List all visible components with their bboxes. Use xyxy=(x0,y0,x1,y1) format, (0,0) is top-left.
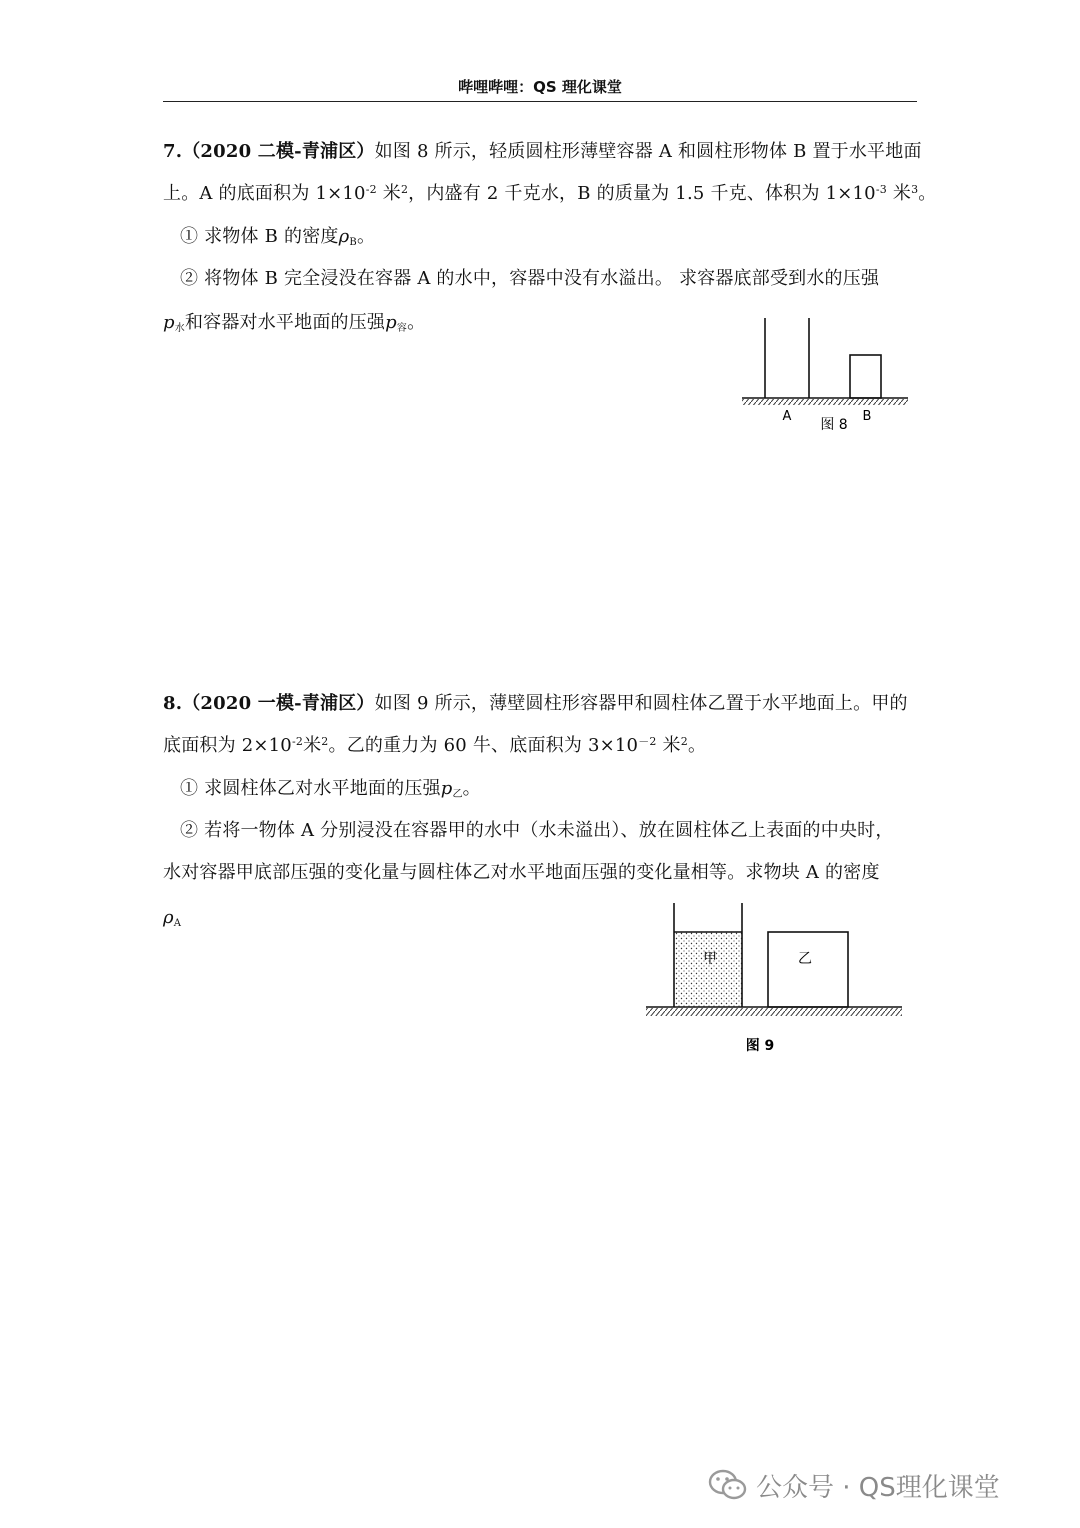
wechat-icon xyxy=(708,1468,748,1502)
q7-exp1: -2 xyxy=(365,183,377,196)
q7-exp2: 2 xyxy=(400,183,409,196)
q7-exp3: -3 xyxy=(875,183,887,196)
q7-line2-c: ，内盛有 2 千克水，B 的质量为 1.5 千克、体积为 1×10 xyxy=(408,183,876,204)
q8-sub2-line3 xyxy=(163,906,181,930)
q8-sub1-sub: 乙 xyxy=(452,789,463,800)
q8-sub1-text: ① 求圆柱体乙对水平地面的压强 xyxy=(180,778,441,799)
label-b: B xyxy=(862,409,872,424)
q7-line2-b: 米 xyxy=(376,183,401,204)
q7-sub1-text: ① 求物体 B 的密度 xyxy=(180,226,339,247)
ground-hatch-9 xyxy=(646,1008,902,1016)
q7-p1: p xyxy=(163,312,175,333)
q8-exp4: 2 xyxy=(680,735,688,748)
q8-line2-a: 底面积为 2×10 xyxy=(163,735,292,756)
q8-line2-e: 。 xyxy=(687,735,707,756)
q8-rho: ρ xyxy=(163,907,174,928)
q8-sub1-end: 。 xyxy=(462,778,481,799)
q8-sub1 xyxy=(180,777,481,801)
q7-sub2-mid: 和容器对水平地面的压强 xyxy=(184,312,386,333)
q7-sub1 xyxy=(180,225,375,249)
q8-exp2: 2 xyxy=(321,735,329,748)
q7-p2-sub: 容 xyxy=(396,323,408,334)
q7-line2-d: 米 xyxy=(886,183,912,204)
container-jia-water xyxy=(674,932,742,1007)
q7-line2 xyxy=(163,182,936,206)
figure-8-caption: 图 8 xyxy=(820,417,848,433)
q8-line1-text: 如图 9 所示，薄壁圆柱形容器甲和圆柱体乙置于水平地面上。甲的 xyxy=(374,693,908,714)
ground-hatch xyxy=(742,399,908,405)
q7-tag: 7.（2020 二模-青浦区） xyxy=(163,141,375,162)
q8-line2 xyxy=(163,734,706,758)
q8-sub1-p: p xyxy=(440,778,453,799)
q7-sub2-end: 。 xyxy=(407,312,426,333)
label-yi: 乙 xyxy=(798,951,812,967)
figure-8 xyxy=(736,312,916,436)
watermark-text: 公众号 · QS理化课堂 xyxy=(756,1472,1000,1503)
q7-line2-e: 。 xyxy=(918,183,937,204)
q8-sub2-line2: 水对容器甲底部压强的变化量与圆柱体乙对水平地面压强的变化量相等。求物块 A 的密度 xyxy=(163,862,880,883)
q7-line1-text: 如图 8 所示，轻质圆柱形薄壁容器 A 和圆柱形物体 B 置于水平地面 xyxy=(374,141,922,162)
q7-sub1-sub: B xyxy=(349,237,357,248)
q7-sub2-line2 xyxy=(163,311,425,335)
header-divider xyxy=(163,101,917,102)
label-a: A xyxy=(782,409,792,424)
q8-line2-c: 。乙的重力为 60 牛、底面积为 3×10 xyxy=(328,735,639,756)
wechat-watermark xyxy=(708,1462,1053,1508)
q8-exp3: －2 xyxy=(638,735,657,748)
q7-exp4: 3 xyxy=(911,183,919,196)
q7-p2: p xyxy=(385,312,397,333)
q7-line1 xyxy=(163,140,922,164)
q7-sub1-rho: ρ xyxy=(338,226,350,247)
q8-line2-b: 米 xyxy=(303,735,322,756)
q8-tag: 8.（2020 一模-青浦区） xyxy=(163,693,375,714)
label-jia: 甲 xyxy=(703,951,717,967)
q8-exp1: -2 xyxy=(291,735,304,748)
figure-9-caption: 图 9 xyxy=(745,1038,775,1054)
q8-line2-d: 米 xyxy=(656,735,681,756)
q8-sub2-line1: ② 若将一物体 A 分别浸没在容器甲的水中（水未溢出）、放在圆柱体乙上表面的中央时， xyxy=(180,820,894,841)
page-header: 哔哩哔哩：QS 理化课堂 xyxy=(458,78,622,96)
cylinder-yi xyxy=(768,932,848,1007)
q7-line2-a: 上。A 的底面积为 1×10 xyxy=(163,183,366,204)
q7-sub2-line1: ② 将物体 B 完全浸没在容器 A 的水中，容器中没有水溢出。 求容器底部受到水的压强 xyxy=(180,268,880,289)
q8-rho-sub: A xyxy=(173,918,182,929)
figure-9 xyxy=(640,897,910,1059)
object-b xyxy=(850,355,881,398)
q8-line1 xyxy=(163,692,908,716)
q7-p1-sub: 水 xyxy=(174,323,185,334)
q7-sub1-end: 。 xyxy=(356,226,376,247)
